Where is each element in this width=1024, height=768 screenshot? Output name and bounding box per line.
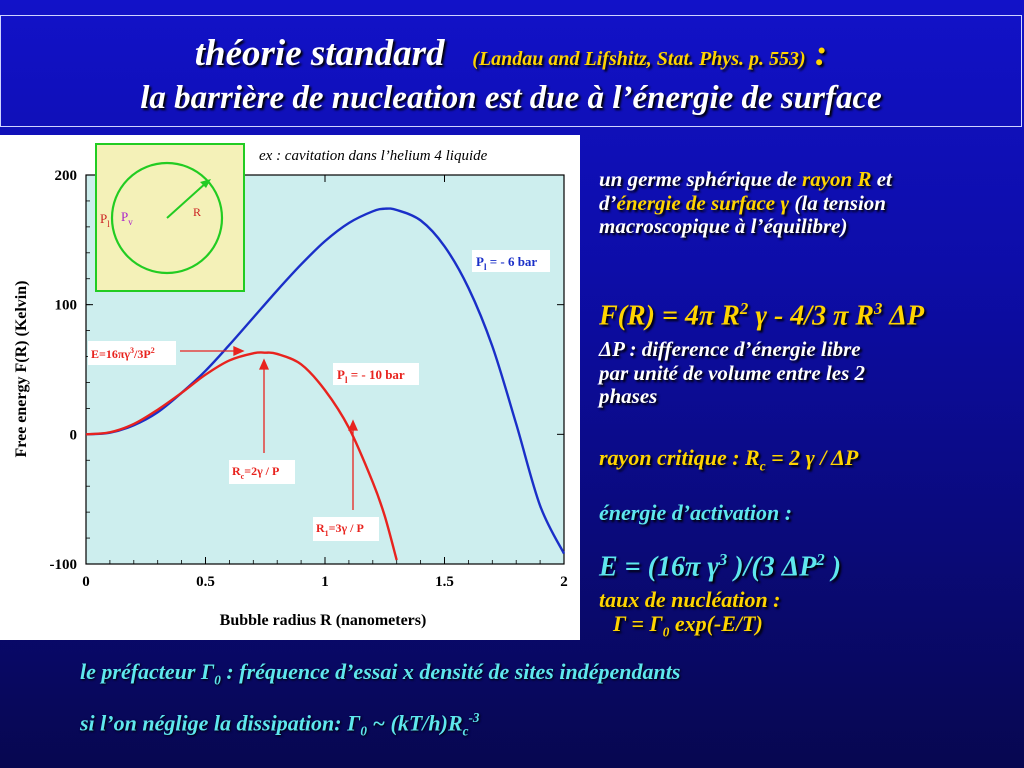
slide-title xyxy=(1,32,1021,75)
inset-label-Pv: $P_v$ xyxy=(121,209,133,227)
free-energy-plot xyxy=(0,135,580,640)
x-tick-label: 1.5 xyxy=(435,574,454,590)
y-tick-label: -100 xyxy=(49,557,77,573)
inset-label-R: R xyxy=(193,205,202,219)
energy-barrier-label: $E=16\pi\gamma^3/3P^2$ xyxy=(91,346,155,361)
critical-radius-text: rayon critique : $R_c = 2$ γ / ΔP xyxy=(599,445,859,474)
x-tick-label: 0 xyxy=(82,574,90,590)
y-tick-label: 100 xyxy=(54,297,77,314)
prefactor-line: le préfacteur $\Gamma_0$ : fréquence d’essai x densité de sites indépendants xyxy=(80,659,681,688)
title-reference: (Landau and Lifshitz, Stat. Phys. p. 553) xyxy=(472,48,806,70)
x-tick-label: 1 xyxy=(321,574,329,590)
y-tick-label: 200 xyxy=(54,168,77,184)
legend-red-label: $P_l$ = - 10 bar xyxy=(337,367,405,385)
nucleation-rate-heading: taux de nucléation : xyxy=(599,587,781,612)
inset-label-Pl: $P_l$ xyxy=(100,211,110,229)
title-main: théorie standard xyxy=(194,33,445,74)
germ-description: un germe sphérique de rayon R et d’énergie de surface γ (la tension macroscopique à l’équilibre) xyxy=(599,167,892,239)
title-box xyxy=(0,15,1022,127)
critical-radius-label: $R_c=2\gamma / P$ xyxy=(232,464,280,481)
x-tick-label: 2 xyxy=(560,574,568,590)
title-colon: : xyxy=(814,33,828,74)
activation-energy-formula: E = (16π $\gamma^3$ )/(3 $\Delta P^2$ ) xyxy=(599,550,842,583)
delta-p-definition: ΔP : difference d’énergie libre par unité de volume entre les 2 phases xyxy=(599,337,865,409)
nucleation-rate-formula: $\Gamma = \Gamma_0$ exp(-E/T) xyxy=(613,611,763,640)
plot-panel xyxy=(0,135,580,640)
x-axis-label: Bubble radius R (nanometers) xyxy=(219,612,427,629)
legend-blue-label: $P_l$ = - 6 bar xyxy=(476,254,538,272)
zero-energy-radius-label: $R_1=3\gamma / P$ xyxy=(316,521,364,538)
free-energy-formula: F(R) = 4π $R^2$ γ - 4/3 π $R^3$ ΔP xyxy=(599,299,925,332)
x-tick-label: 0.5 xyxy=(196,574,215,590)
dissipation-line: si l’on néglige la dissipation: $\Gamma_0$ ~ $(kT/h)R_c^{-3}$ xyxy=(80,710,480,739)
slide-subtitle: la barrière de nucleation est due à l’énergie de surface xyxy=(140,80,882,116)
y-axis-label: Free energy F(R) (Kelvin) xyxy=(13,280,30,458)
activation-energy-heading: énergie d’activation : xyxy=(599,500,793,525)
plot-caption: ex : cavitation dans l’helium 4 liquide xyxy=(259,148,488,164)
y-tick-label: 0 xyxy=(69,427,77,444)
